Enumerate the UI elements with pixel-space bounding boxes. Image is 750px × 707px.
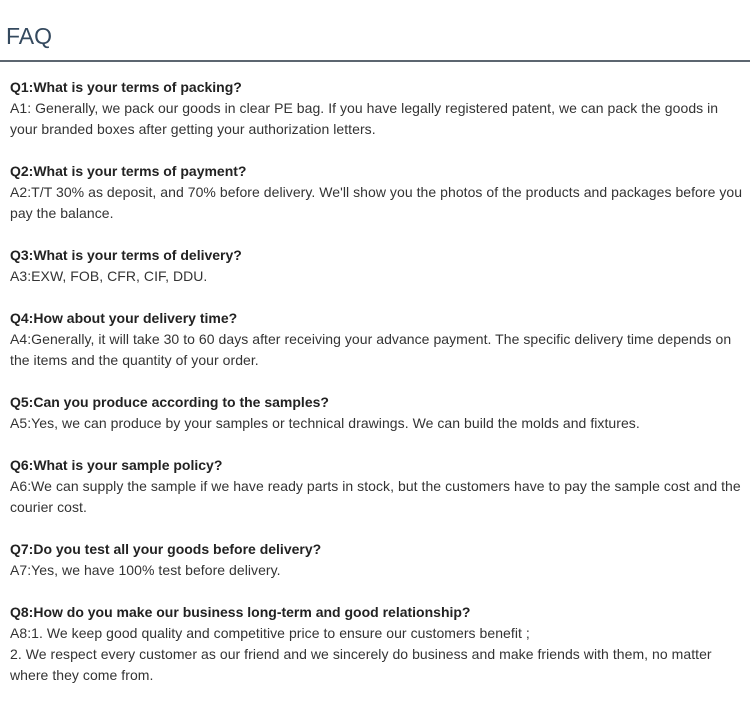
faq-item-4 <box>10 308 745 371</box>
faq-answer: 2. We respect every customer as our friend and we sincerely do business and make friends with them, no matter where they come from. <box>10 646 712 683</box>
faq-answer: A4:Generally, it will take 30 to 60 days after receiving your advance payment. The specific delivery time depends on the items and the quantity of your order. <box>10 331 732 368</box>
faq-question: Q2:What is your terms of payment? <box>10 163 247 179</box>
faq-item-2 <box>10 161 745 224</box>
faq-question: Q6:What is your sample policy? <box>10 457 223 473</box>
faq-item-3 <box>10 245 745 287</box>
faq-answer: A5:Yes, we can produce by your samples or technical drawings. We can build the molds and fixtures. <box>10 415 640 431</box>
faq-list <box>10 77 745 707</box>
page-title: FAQ <box>6 23 53 49</box>
faq-question: Q4:How about your delivery time? <box>10 310 238 326</box>
faq-item-7 <box>10 539 745 581</box>
faq-item-6 <box>10 455 745 518</box>
faq-item-5 <box>10 392 745 434</box>
faq-answer: A8:1. We keep good quality and competitive price to ensure our customers benefit ; <box>10 625 530 641</box>
faq-question: Q3:What is your terms of delivery? <box>10 247 242 263</box>
faq-answer: A2:T/T 30% as deposit, and 70% before delivery. We'll show you the photos of the products and packages before you pay the balance. <box>10 184 743 221</box>
faq-item-8 <box>10 602 745 686</box>
faq-header <box>0 0 750 62</box>
faq-answer: A1: Generally, we pack our goods in clear PE bag. If you have legally registered patent, we can pack the goods in your branded boxes after getting your authorization letters. <box>10 100 719 137</box>
faq-answer: A6:We can supply the sample if we have ready parts in stock, but the customers have to pay the sample cost and the courier cost. <box>10 478 741 515</box>
faq-item-1 <box>10 77 745 140</box>
faq-question: Q7:Do you test all your goods before delivery? <box>10 541 322 557</box>
faq-question: Q5:Can you produce according to the samples? <box>10 394 329 410</box>
faq-question: Q1:What is your terms of packing? <box>10 79 242 95</box>
faq-question: Q8:How do you make our business long-term and good relationship? <box>10 604 471 620</box>
faq-answer: A7:Yes, we have 100% test before delivery. <box>10 562 281 578</box>
faq-answer: A3:EXW, FOB, CFR, CIF, DDU. <box>10 268 208 284</box>
